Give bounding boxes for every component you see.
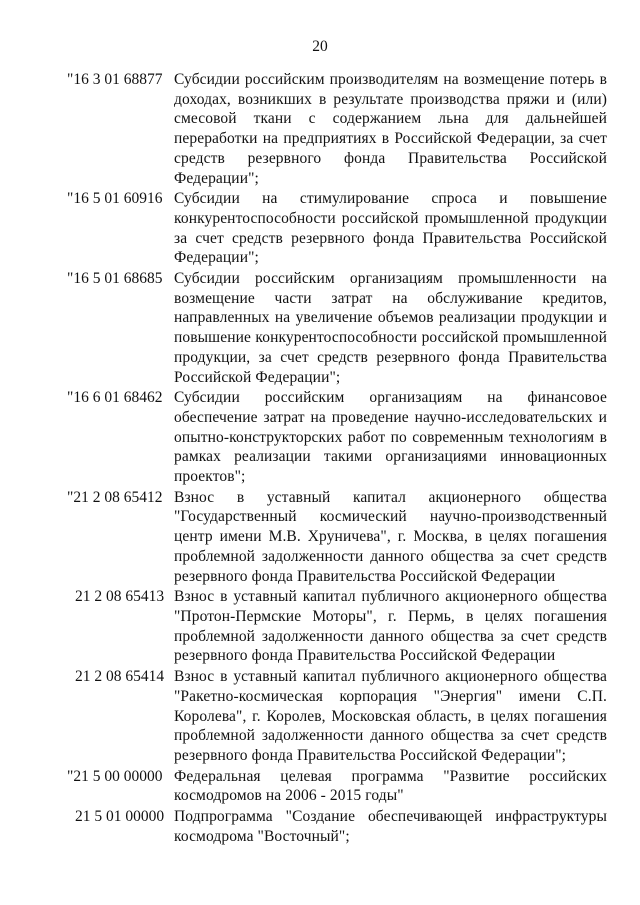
list-item — [67, 767, 607, 806]
budget-description: Взнос в уставный капитал акционерного общества "Государственный космический научно-производственный центр имени М.В. Хруничева", г. Москва, в целях погашения проблемной задолженности данного общества за счет средств резервного фонда Правительства Российской Федерации — [174, 488, 607, 585]
budget-code: 21 2 08 65414 — [75, 668, 165, 686]
budget-code: "21 5 00 00000 — [67, 767, 163, 785]
budget-description: Субсидии российским производителям на возмещение потерь в доходах, возникших в результате производства пряжи и (или) смесовой ткани с содержанием льна для дальнейшей переработки на предприятиях в Российской Федерации, за счет средств резервного фонда Правительства Российской Федерации"; — [174, 71, 607, 187]
budget-code: "16 6 01 68462 — [67, 389, 163, 407]
budget-description: Субсидии на стимулирование спроса и повышение конкурентоспособности российской промышленной продукции за счет средств резервного фонда Правительства Российской Федерации"; — [174, 190, 607, 267]
list-item — [67, 388, 607, 487]
list-item — [67, 189, 607, 268]
budget-description: Федеральная целевая программа "Развитие российских космодромов на 2006 - 2015 годы" — [174, 767, 607, 805]
budget-description: Взнос в уставный капитал публичного акционерного общества "Ракетно-космическая корпорация "Энергия" имени С.П. Королева", г. Королев, Московская область, в целях погашения проблемной задолженности данного общества за счет средств резервного фонда Правительства Российской Федерации"; — [174, 668, 607, 764]
budget-description: Субсидии российским организациям промышленности на возмещение части затрат на обслуживание кредитов, направленных на увеличение объемов реализации продукции и повышение конкурентоспособности российской промышленной продукции, за счет средств резервного фонда Правительства Российской Федерации"; — [174, 270, 607, 386]
budget-code: 21 5 01 00000 — [75, 808, 165, 826]
budget-code: "16 5 01 68685 — [67, 270, 163, 288]
budget-description: Подпрограмма "Создание обеспечивающей инфраструктуры космодрома "Восточный"; — [174, 808, 607, 845]
budget-description: Субсидии российским организациям на финансовое обеспечение затрат на проведение научно-исследовательских и опытно-конструкторских работ по современным технологиям в рамках реализации такими организациями инновационных проектов"; — [174, 389, 607, 486]
budget-code: "16 5 01 60916 — [67, 190, 163, 208]
budget-code: "21 2 08 65412 — [67, 488, 163, 506]
list-item — [67, 269, 607, 387]
page-number: 20 — [312, 38, 328, 55]
list-item — [67, 667, 607, 766]
budget-code-list — [67, 70, 607, 846]
budget-code: "16 3 01 68877 — [67, 71, 163, 88]
list-item — [67, 70, 607, 188]
list-item — [67, 488, 607, 587]
list-item — [67, 587, 607, 666]
list-item — [67, 807, 607, 846]
budget-description: Взнос в уставный капитал публичного акционерного общества "Протон-Пермские Моторы", г. Пермь, в целях погашения проблемной задолженности данного общества за счет средств резервного фонда Правительства Российской Федерации — [174, 588, 607, 665]
budget-code: 21 2 08 65413 — [75, 588, 165, 606]
